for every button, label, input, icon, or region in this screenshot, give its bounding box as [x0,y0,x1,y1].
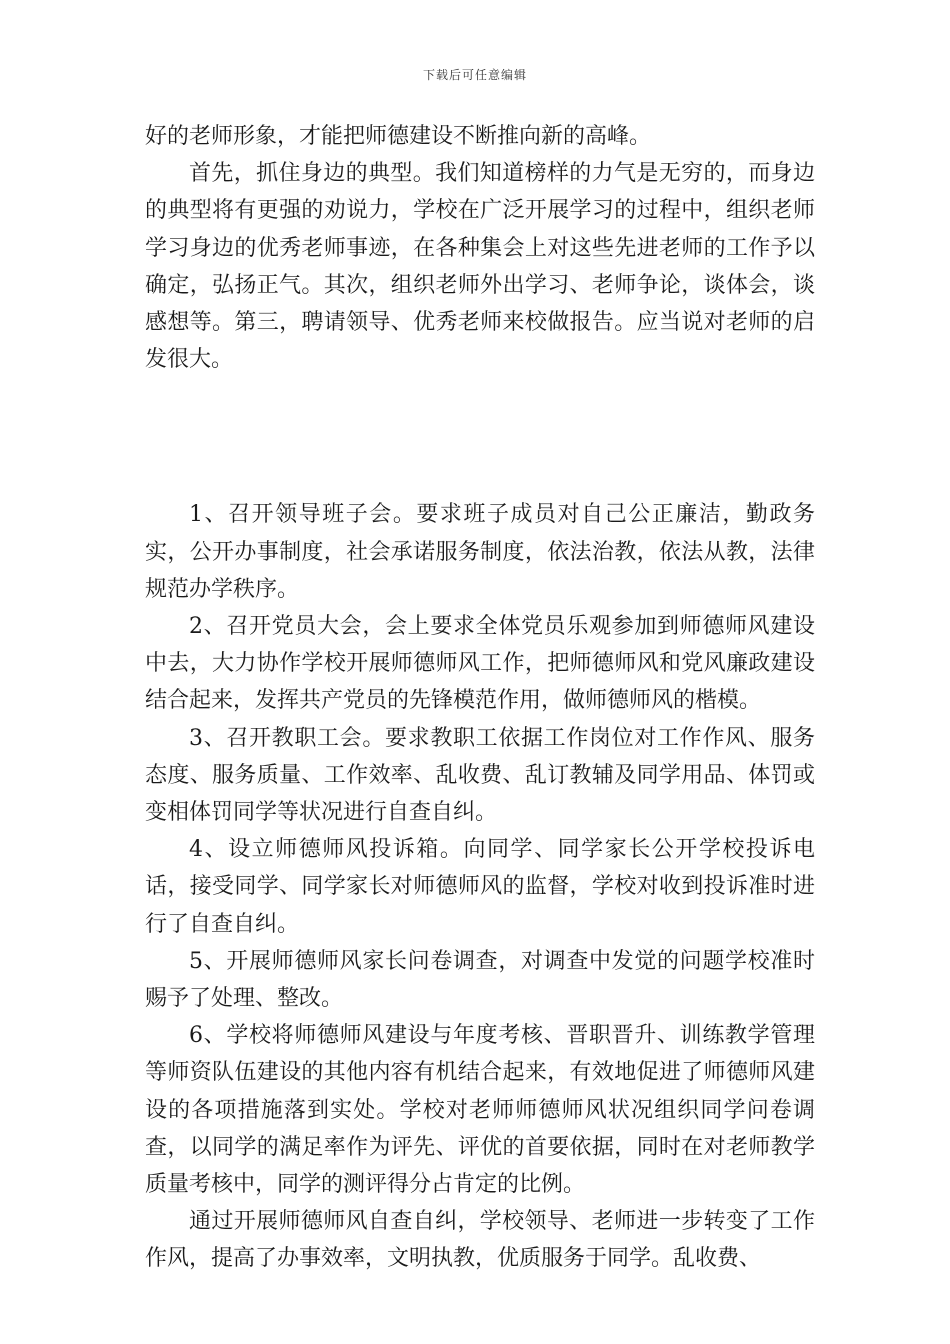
list-item-6: 6、学校将师德师风建设与年度考核、晋职晋升、训练教学管理等师资队伍建设的其他内容有机结合起来，有效地促进了师德师风建设的各项措施落到实处。学校对老师师德师风状况组织同学问卷调查，以同学的满足率作为评先、评优的首要依据，同时在对老师教学质量考核中，同学的测评得分占肯定的比例。 [145,1023,815,1198]
page-header: 下载后可任意编辑 [422,68,527,82]
document-body [145,118,815,1278]
list-item-3: 3、召开教职工会。要求教职工依据工作岗位对工作作风、服务态度、服务质量、工作效率、乱收费、乱订教辅及同学用品、体罚或变相体罚同学等状况进行自查自纠。 [145,725,815,826]
list-item-2: 2、召开党员大会，会上要求全体党员乐观参加到师德师风建设中去，大力协作学校开展师德师风工作，把师德师风和党风廉政建设结合起来，发挥共产党员的先锋模范作用，做师德师风的楷模。 [145,614,815,714]
paragraph-typical-examples: 首先，抓住身边的典型。我们知道榜样的力气是无穷的，而身边的典型将有更强的劝说力，学校在广泛开展学习的过程中，组织老师学习身边的优秀老师事迹，在各种集会上对这些先进老师的工作予以确定，弘扬正气。其次，组织老师外出学习、老师争论，谈体会，谈感想等。第三，聘请领导、优秀老师来校做报告。应当说对老师的启发很大。 [145,161,815,373]
list-item-5: 5、开展师德师风家长问卷调查，对调查中发觉的问题学校准时赐予了处理、整改。 [145,948,815,1012]
section-gap [145,378,815,496]
paragraph-summary: 通过开展师德师风自查自纠，学校领导、老师进一步转变了工作作风，提高了办事效率，文明执教，优质服务于同学。乱收费、 [145,1209,815,1272]
list-item-4: 4、设立师德师风投诉箱。向同学、同学家长公开学校投诉电话，接受同学、同学家长对师德师风的监督，学校对收到投诉准时进行了自查自纠。 [145,837,815,937]
list-item-1: 1、召开领导班子会。要求班子成员对自己公正廉洁，勤政务实，公开办事制度，社会承诺服务制度，依法治教，依法从教，法律规范办学秩序。 [145,502,815,602]
paragraph-continuation: 好的老师形象，才能把师德建设不断推向新的高峰。 [145,124,652,149]
